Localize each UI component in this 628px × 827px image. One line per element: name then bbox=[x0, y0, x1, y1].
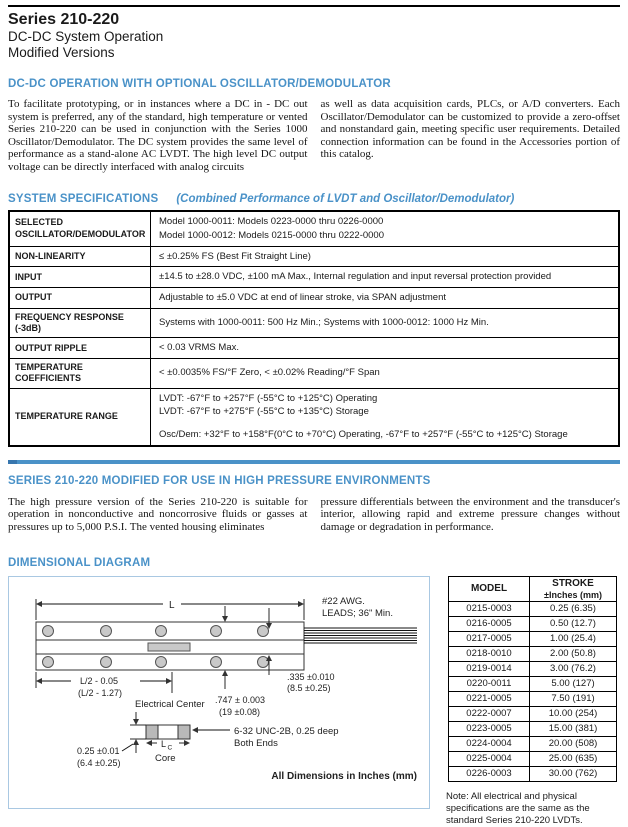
spec-value: Systems with 1000-0011: 500 Hz Min.; Systems with 1000-0012: 1000 Hz Min. bbox=[151, 308, 620, 338]
dimension-half-L bbox=[36, 672, 172, 698]
specs-subheading: (Combined Performance of LVDT and Oscillator/Demodulator) bbox=[176, 192, 515, 205]
model-cell: 0226-0003 bbox=[449, 766, 530, 781]
spec-row-temp-range bbox=[9, 388, 619, 446]
stroke-cell: 20.00 (508) bbox=[530, 736, 617, 751]
model-stroke-table bbox=[448, 576, 617, 782]
spec-row-output-ripple bbox=[9, 338, 619, 359]
lead-wires bbox=[304, 628, 417, 643]
table-row bbox=[449, 766, 617, 781]
dimensional-diagram bbox=[8, 576, 430, 809]
core-detail bbox=[122, 712, 190, 753]
table-row bbox=[449, 751, 617, 766]
dimension-747 bbox=[215, 670, 265, 717]
stroke-cell: 3.00 (76.2) bbox=[530, 661, 617, 676]
spec-value: ≤ ±0.25% FS (Best Fit Straight Line) bbox=[151, 246, 620, 267]
page-subtitle-1: DC-DC System Operation bbox=[8, 28, 164, 44]
spec-value-line: LVDT: -67°F to +257°F (-55°C to +125°C) Operating bbox=[159, 392, 378, 404]
table-row bbox=[449, 601, 617, 616]
model-cell: 0216-0005 bbox=[449, 616, 530, 631]
dim-747-label: .747 ± 0.003 bbox=[215, 695, 265, 706]
model-cell: 0215-0003 bbox=[449, 601, 530, 616]
dimension-L bbox=[36, 599, 304, 629]
spec-label: NON-LINEARITY bbox=[9, 246, 151, 267]
dim-335-label-mm: (8.5 ±0.25) bbox=[287, 683, 331, 694]
dim-025-label: 0.25 ±0.01 bbox=[77, 746, 120, 757]
electrical-center-label: Electrical Center bbox=[135, 699, 205, 711]
table-row bbox=[449, 721, 617, 736]
section2-heading: SERIES 210-220 MODIFIED FOR USE IN HIGH PRESSURE ENVIRONMENTS bbox=[8, 474, 431, 487]
model-header-cell: MODEL bbox=[449, 577, 530, 602]
section2-column-left: The high pressure version of the Series 210-220 is suitable for operation in nonconductive and noncorrosive fluids or gasses at pressures up to 5,000 P.S.I. The vented housing eliminates bbox=[8, 495, 308, 533]
stroke-cell: 0.50 (12.7) bbox=[530, 616, 617, 631]
model-cell: 0224-0004 bbox=[449, 736, 530, 751]
leads-label-line1: #22 AWG. bbox=[322, 596, 365, 608]
spec-label: FREQUENCY RESPONSE (-3dB) bbox=[9, 308, 151, 338]
dim-Lc-label: L bbox=[161, 739, 167, 750]
section-divider-bar bbox=[8, 460, 620, 464]
spec-value: < ±0.0035% FS/°F Zero, < ±0.02% Reading/°F Span bbox=[151, 359, 620, 389]
model-cell: 0222-0007 bbox=[449, 706, 530, 721]
spec-row-oscillator bbox=[9, 211, 619, 246]
page-subtitle-2: Modified Versions bbox=[8, 44, 115, 60]
stroke-cell: 7.50 (191) bbox=[530, 691, 617, 706]
model-cell: 0220-0011 bbox=[449, 676, 530, 691]
section1-heading: DC-DC OPERATION WITH OPTIONAL OSCILLATOR/DEMODULATOR bbox=[8, 78, 391, 91]
thread-label-line2: Both Ends bbox=[234, 738, 278, 750]
dimension-Lc bbox=[146, 739, 190, 752]
spec-label: TEMPERATURE RANGE bbox=[9, 388, 151, 446]
stroke-cell: 15.00 (381) bbox=[530, 721, 617, 736]
model-cell: 0217-0005 bbox=[449, 631, 530, 646]
dim-025-label-mm: (6.4 ±0.25) bbox=[77, 758, 121, 769]
stroke-header-cell bbox=[530, 577, 617, 602]
spec-row-frequency-response bbox=[9, 308, 619, 338]
stroke-header-line2: ±Inches (mm) bbox=[544, 589, 602, 600]
spec-value-line: Osc/Dem: +32°F to +158°F(0°C to +70°C) Operating, -67°F to +257°F (-55°C to +125°C) Storage bbox=[159, 429, 568, 441]
specs-heading-row bbox=[8, 193, 620, 205]
model-cell: 0223-0005 bbox=[449, 721, 530, 736]
dimensional-row bbox=[8, 576, 620, 827]
stroke-cell: 0.25 (6.35) bbox=[530, 601, 617, 616]
table-row bbox=[449, 676, 617, 691]
dim-L-label: L bbox=[169, 600, 175, 612]
stroke-cell: 25.00 (635) bbox=[530, 751, 617, 766]
dimension-335 bbox=[266, 655, 334, 693]
dim-747-label-mm: (19 ±0.08) bbox=[219, 707, 260, 718]
spec-label: TEMPERATURE COEFFICIENTS bbox=[9, 359, 151, 389]
spec-value-line: Model 1000-0011: Models 0223-0000 thru 0226-0000 bbox=[159, 215, 384, 227]
stroke-cell: 1.00 (25.4) bbox=[530, 631, 617, 646]
table-note: Note: All electrical and physical specifications are the same as the standard Series 210-220 LVDTs. bbox=[446, 790, 590, 827]
model-cell: 0219-0014 bbox=[449, 661, 530, 676]
model-cell: 0221-0005 bbox=[449, 691, 530, 706]
spec-value-line: LVDT: -67°F to +275°F (-55°C to +135°C) Storage bbox=[159, 406, 369, 418]
lvdt-diagram-svg bbox=[9, 577, 429, 808]
all-dimensions-note: All Dimensions in Inches (mm) bbox=[271, 771, 417, 783]
spec-label-line: SELECTED bbox=[15, 217, 64, 228]
spec-value: Adjustable to ±5.0 VDC at end of linear stroke, via SPAN adjustment bbox=[151, 288, 620, 309]
spec-row-output bbox=[9, 288, 619, 309]
spec-value bbox=[151, 211, 620, 246]
leads-label-line2: LEADS; 36" Min. bbox=[322, 608, 393, 620]
table-row bbox=[449, 646, 617, 661]
table-row bbox=[449, 736, 617, 751]
thread-callout bbox=[192, 726, 339, 749]
stroke-cell: 2.00 (50.8) bbox=[530, 646, 617, 661]
spec-label: INPUT bbox=[9, 267, 151, 288]
stroke-cell: 10.00 (254) bbox=[530, 706, 617, 721]
specs-heading: SYSTEM SPECIFICATIONS bbox=[8, 192, 159, 205]
section2-column-right: pressure differentials between the environment and the transducer's interior, allowing rapid and extreme pressure changes without damage or degradation in performance. bbox=[320, 495, 620, 533]
spec-value-line: Model 1000-0012: Models 0215-0000 thru 0222-0000 bbox=[159, 229, 384, 241]
model-stroke-panel bbox=[444, 576, 620, 827]
spec-row-nonlinearity bbox=[9, 246, 619, 267]
stroke-cell: 5.00 (127) bbox=[530, 676, 617, 691]
model-cell: 0218-0010 bbox=[449, 646, 530, 661]
spec-label-line: OSCILLATOR/DEMODULATOR bbox=[15, 228, 146, 239]
core-label: Core bbox=[155, 753, 176, 765]
model-table-header bbox=[449, 577, 617, 602]
dim-halfL-label: L/2 - 0.05 bbox=[80, 676, 119, 687]
table-row bbox=[449, 631, 617, 646]
spec-value: < 0.03 VRMS Max. bbox=[151, 338, 620, 359]
section1-body bbox=[8, 98, 620, 173]
dim-Lc-subscript: C bbox=[167, 744, 173, 752]
top-rule bbox=[8, 5, 620, 7]
section1-column-right: as well as data acquisition cards, PLCs, or A/D converters. Each Oscillator/Demodulator can be customized to provide a zero-offset and nonstandard gain, meeting specific user requirements. Detailed connection information can be found in the Accessories portion of this catalog. bbox=[320, 98, 620, 161]
spec-value bbox=[151, 388, 620, 446]
model-cell: 0225-0004 bbox=[449, 751, 530, 766]
stroke-cell: 30.00 (762) bbox=[530, 766, 617, 781]
table-row bbox=[449, 616, 617, 631]
thread-label-line1: 6-32 UNC-2B, 0.25 deep bbox=[234, 726, 339, 738]
dimensional-heading: DIMENSIONAL DIAGRAM bbox=[8, 557, 151, 570]
table-row bbox=[449, 691, 617, 706]
spec-row-temp-coefficients bbox=[9, 359, 619, 389]
spec-label: OUTPUT RIPPLE bbox=[9, 338, 151, 359]
spec-row-input bbox=[9, 267, 619, 288]
section1-column-left: To facilitate prototyping, or in instances where a DC in - DC out system is preferred, any of the standard, high temperature or vented Series 210-220 can be used in conjunction with the Series 1000 Oscillator/Demodulator. The DC system provides the same level of performance as a stand-alone AC LVDT. The high level DC output voltage can be directly interfaced with analog circuits bbox=[8, 98, 308, 173]
section2-body bbox=[8, 496, 620, 533]
table-row bbox=[449, 661, 617, 676]
core-inside-body bbox=[148, 643, 190, 651]
spec-label bbox=[9, 211, 151, 246]
system-specifications-table bbox=[8, 210, 620, 447]
spec-label: OUTPUT bbox=[9, 288, 151, 309]
dim-halfL-label-mm: (L/2 - 1.27) bbox=[78, 688, 123, 699]
stroke-header-line1: STROKE bbox=[552, 578, 594, 590]
dim-335-label: .335 ±0.010 bbox=[287, 672, 335, 683]
table-row bbox=[449, 706, 617, 721]
page-title: Series 210-220 bbox=[8, 11, 120, 28]
spec-value: ±14.5 to ±28.0 VDC, ±100 mA Max., Internal regulation and input reversal protection provided bbox=[151, 267, 620, 288]
datasheet-page bbox=[8, 5, 620, 827]
